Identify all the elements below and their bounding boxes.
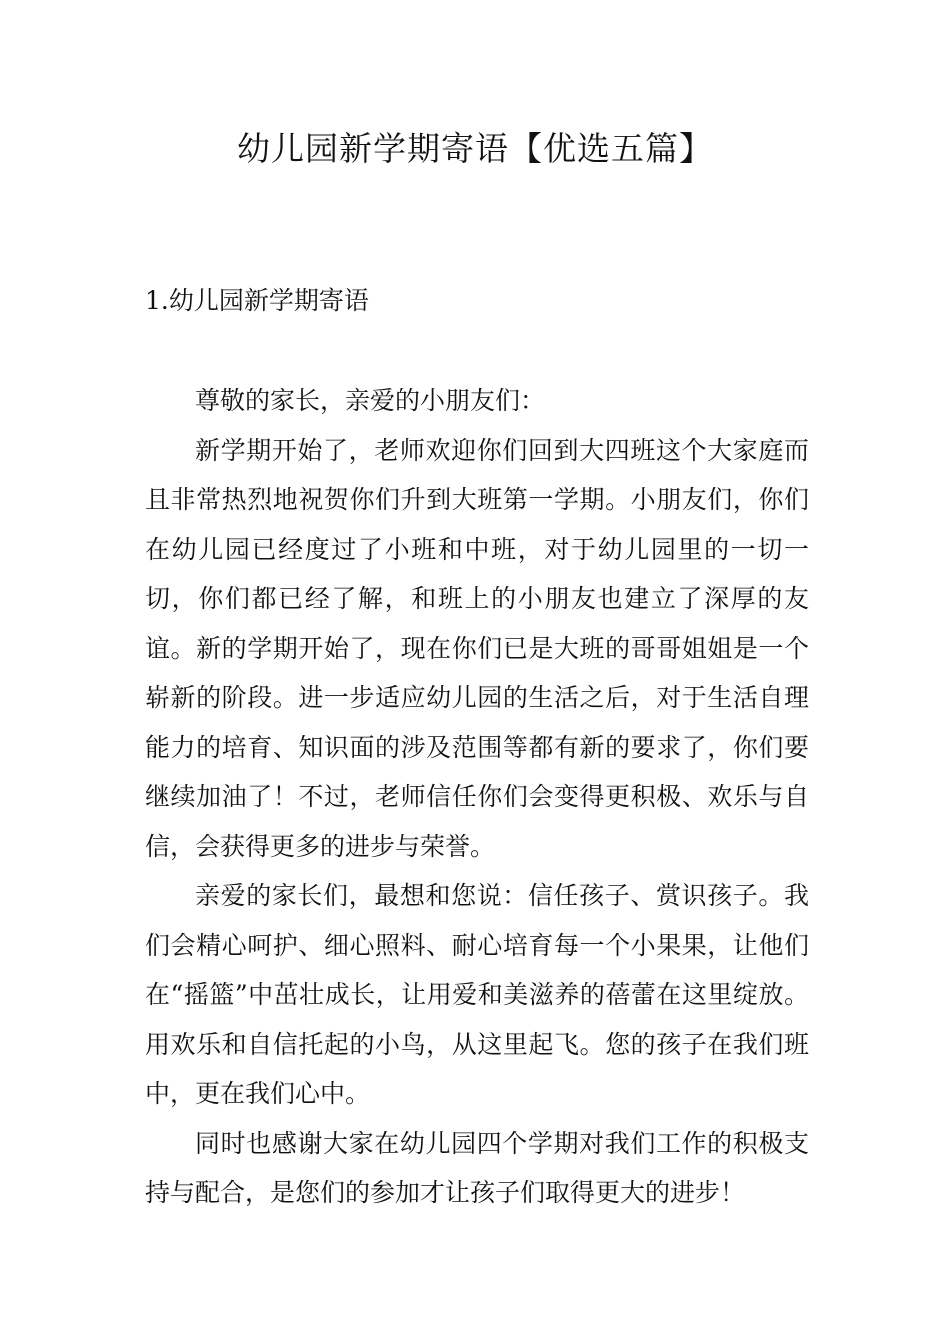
document-title: 幼儿园新学期寄语【优选五篇】 bbox=[237, 129, 713, 168]
salutation-paragraph: 尊敬的家长，亲爱的小朋友们： bbox=[195, 386, 546, 415]
body-paragraph: 新学期开始了，老师欢迎你们回到大四班这个大家庭而且非常热烈地祝贺你们升到大班第一学期。小朋友们，你们在幼儿园已经度过了小班和中班，对于幼儿园里的一切一切，你们都已经了解，和班上的小朋友也建立了深厚的友谊。新的学期开始了，现在你们已是大班的哥哥姐姐是一个崭新的阶段。进一步适应幼儿园的生活之后，对于生活自理能力的培育、知识面的涉及范围等都有新的要求了，你们要继续加油了！不过，老师信任你们会变得更积极、欢乐与自信，会获得更多的进步与荣誉。 bbox=[145, 435, 809, 861]
body-paragraph: 亲爱的家长们，最想和您说：信任孩子、赏识孩子。我们会精心呵护、细心照料、耐心培育每一个小果果，让他们在“摇篮”中茁壮成长，让用爱和美滋养的蓓蕾在这里绽放。用欢乐和自信托起的小鸟，从这里起飞。您的孩子在我们班中，更在我们心中。 bbox=[145, 881, 809, 1108]
body-paragraph: 同时也感谢大家在幼儿园四个学期对我们工作的积极支持与配合，是您们的参加才让孩子们取得更大的进步！ bbox=[145, 1128, 809, 1207]
section-heading: 1.幼儿园新学期寄语 bbox=[145, 286, 369, 315]
body-text bbox=[145, 376, 809, 1218]
